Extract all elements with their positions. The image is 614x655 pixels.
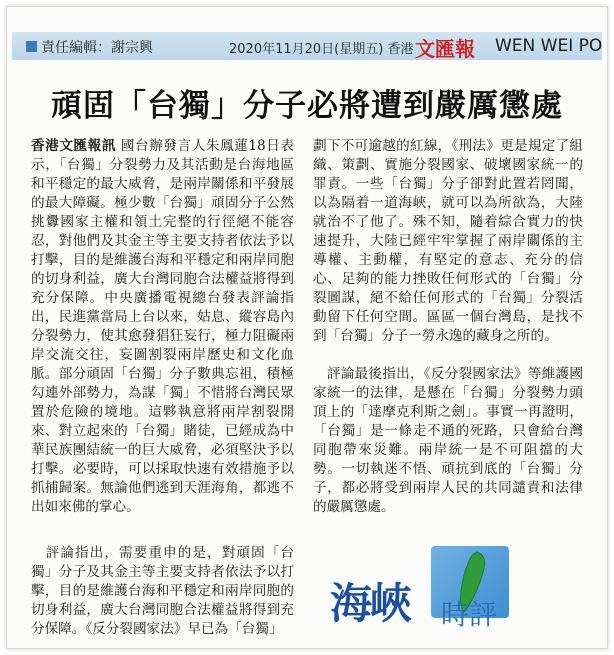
article-paragraph-2: 評論指出，需要重申的是，對頑固「台獨」分子及其金主等主要支持者依法予以打擊，目的是維護台海和平穩定和兩岸同胞的切身利益，廣大台灣同胞合法權益將得到充分保障。《反分裂國家法》早已為「台獨」: [31, 545, 294, 637]
editor-credit: 責任編輯：謝宗興: [41, 40, 153, 56]
article-column-left: [31, 137, 295, 637]
newspaper-logo-chinese: 文匯報: [415, 37, 475, 61]
column-badge: [325, 543, 570, 638]
page-header: [12, 32, 602, 60]
article-paragraph-2-continued: 劃下不可逾越的紅線，《刑法》更是規定了組織、策劃、實施分裂國家、破壞國家統一的罪責。一些「台獨」分子卻對此置若罔聞，以為隔着一道海峽，就可以為所欲為，大陸就治不了他了。殊不知，隨着綜合實力的快速提升，大陸已經牢牢掌握了兩岸關係的主導權、主動權，有堅定的意志、充分的信心、足夠的能力挫敗任何形式的「台獨」分裂圖謀，絕不給任何形式的「台獨」分裂活動留下任何空間。區區一個台灣島，是找不到「台獨」分子一勞永逸的藏身之所的。: [313, 138, 583, 344]
section-square-icon: [26, 41, 37, 52]
article-byline: 香港文匯報訊: [31, 138, 116, 154]
newspaper-logo-english: WEN WEI PO: [495, 36, 603, 56]
badge-title-large: 海峽: [330, 579, 411, 628]
badge-title-small: 時評: [441, 598, 498, 631]
article-headline: 頑固「台獨」分子必將遭到嚴厲懲處: [51, 88, 563, 124]
publication-date: 2020年11月20日(星期五) 香港: [229, 42, 414, 57]
article-paragraph-1: [31, 137, 294, 517]
article-paragraph-3: 評論最後指出，《反分裂國家法》等維護國家統一的法律，是懸在「台獨」分裂勢力頭頂上的「達摩克利斯之劍」。事實一再證明，「台獨」是一條走不通的死路，只會給台灣同胞帶來災難。兩岸統一是不可阻擋的大勢。一切執迷不悟、頑抗到底的「台獨」分子，都必將受到兩岸人民的共同譴責和法律的嚴厲懲處。: [313, 366, 583, 515]
article-paragraph-1-text: 國台辦發言人朱鳳蓮18日表示，「台獨」分裂勢力及其活動是台海地區和平穩定的最大威脅，是兩岸關係和平發展的最大障礙。極少數「台獨」頑固分子公然挑釁國家主權和領土完整的行徑絕不能容忍，對他們及其金主等主要支持者依法予以打擊，目的是維護台海和平穩定和兩岸同胞的切身利益，廣大台灣同胞合法權益將得到充分保障。中央廣播電視總台發表評論指出，民進黨當局上台以來，姑息、縱容島內分裂勢力，使其愈發猖狂妄行，極力阻礙兩岸交流交往，妄圖割裂兩岸歷史和文化血脈。部分頑固「台獨」分子數典忘祖，積極勾連外部勢力，為謀「獨」不惜將台灣民眾置於危險的境地。這夥執意將兩岸割裂開來、對立起來的「台獨」賭徒，已經成為中華民族團結統一的巨大威脅，必須堅決予以打擊。必要時，可以採取快速有效措施予以抓捕歸案。無論他們逃到天涯海角，都逃不出如來佛的掌心。: [31, 138, 295, 515]
